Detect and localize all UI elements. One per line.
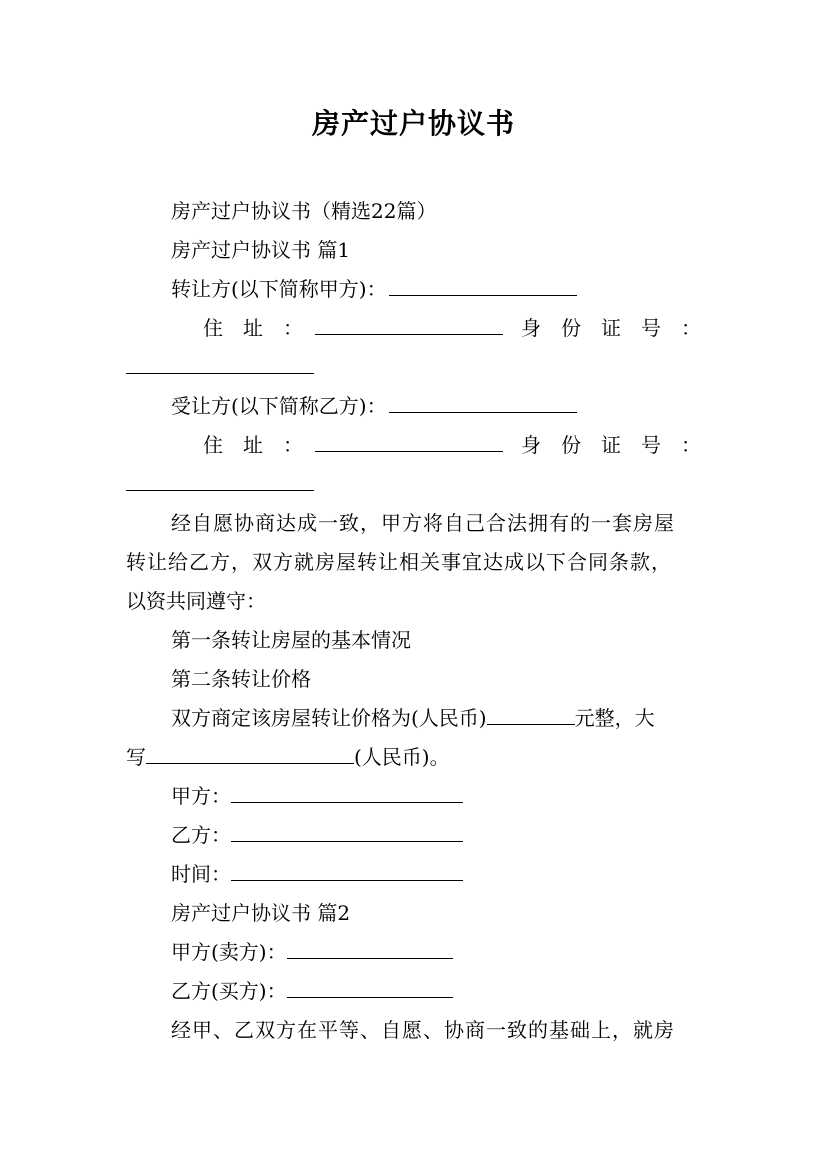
transferee-blank: [389, 392, 577, 413]
price-line-2: [126, 743, 450, 771]
transferee-id-blank: [126, 470, 314, 491]
paragraph-3-line-1: 经甲、乙双方在平等、自愿、协商一致的基础上，就房: [171, 1018, 675, 1042]
price-uppercase-label: 写: [126, 745, 146, 769]
signature-date-label: 时间：: [171, 862, 231, 886]
article-1-heading: 第一条转让房屋的基本情况: [171, 628, 411, 652]
subtitle-text: 房产过户协议书（精选22篇）: [171, 199, 437, 223]
document-title: 房产过户协议书: [311, 107, 515, 140]
price-suffix: 元整，大: [574, 706, 655, 730]
signature-party-a: [171, 782, 463, 810]
transferor-address-blank: [315, 314, 503, 335]
transferor-label: 转让方(以下简称甲方)：: [171, 277, 387, 301]
paragraph-1-line-2: 转让给乙方，双方就房屋转让相关事宜达成以下合同条款，: [126, 550, 672, 574]
signature-party-b-blank: [231, 821, 463, 842]
paragraph-1-line-3: 以资共同遵守：: [126, 589, 266, 613]
seller-label: 甲方(卖方)：: [171, 940, 287, 964]
transferee-line: [171, 392, 577, 420]
transferor-id-label: 身 份 证 号 ：: [521, 316, 701, 340]
signature-party-a-blank: [231, 782, 463, 803]
price-uppercase-blank: [146, 743, 354, 764]
price-label: 双方商定该房屋转让价格为(人民币): [171, 706, 487, 730]
transferor-address-label: 住 址 ：: [203, 316, 303, 340]
transferor-address-line: [203, 314, 701, 342]
price-line-1: [171, 704, 655, 732]
price-blank: [487, 704, 575, 725]
signature-date-blank: [231, 860, 463, 881]
seller-blank: [287, 938, 453, 959]
signature-party-b: [171, 821, 463, 849]
transferee-address-blank: [315, 431, 503, 452]
transferee-id-line: [126, 470, 314, 498]
section-heading-1: [171, 236, 350, 264]
signature-party-a-label: 甲方：: [171, 784, 231, 808]
subtitle-line: [171, 197, 436, 225]
transferee-label: 受让方(以下简称乙方)：: [171, 394, 387, 418]
transferor-line: [171, 275, 577, 303]
signature-party-b-label: 乙方：: [171, 823, 231, 847]
paragraph-1-line-1: 经自愿协商达成一致，甲方将自己合法拥有的一套房屋: [171, 511, 675, 535]
section-heading-1-text: 房产过户协议书 篇1: [171, 238, 351, 262]
section-heading-2: 房产过户协议书 篇2: [171, 901, 351, 925]
signature-date: [171, 860, 463, 888]
transferor-id-line: [126, 353, 314, 381]
transferee-address-label: 住 址 ：: [203, 433, 303, 457]
transferee-id-label: 身 份 证 号 ：: [521, 433, 701, 457]
seller-line: [171, 938, 453, 966]
transferor-id-blank: [126, 353, 314, 374]
buyer-line: [171, 977, 453, 1005]
transferor-blank: [389, 275, 577, 296]
price-uppercase-suffix: (人民币)。: [354, 745, 450, 769]
transferee-address-line: [203, 431, 701, 459]
article-2-heading: 第二条转让价格: [171, 667, 311, 691]
buyer-blank: [287, 977, 453, 998]
buyer-label: 乙方(买方)：: [171, 979, 287, 1003]
